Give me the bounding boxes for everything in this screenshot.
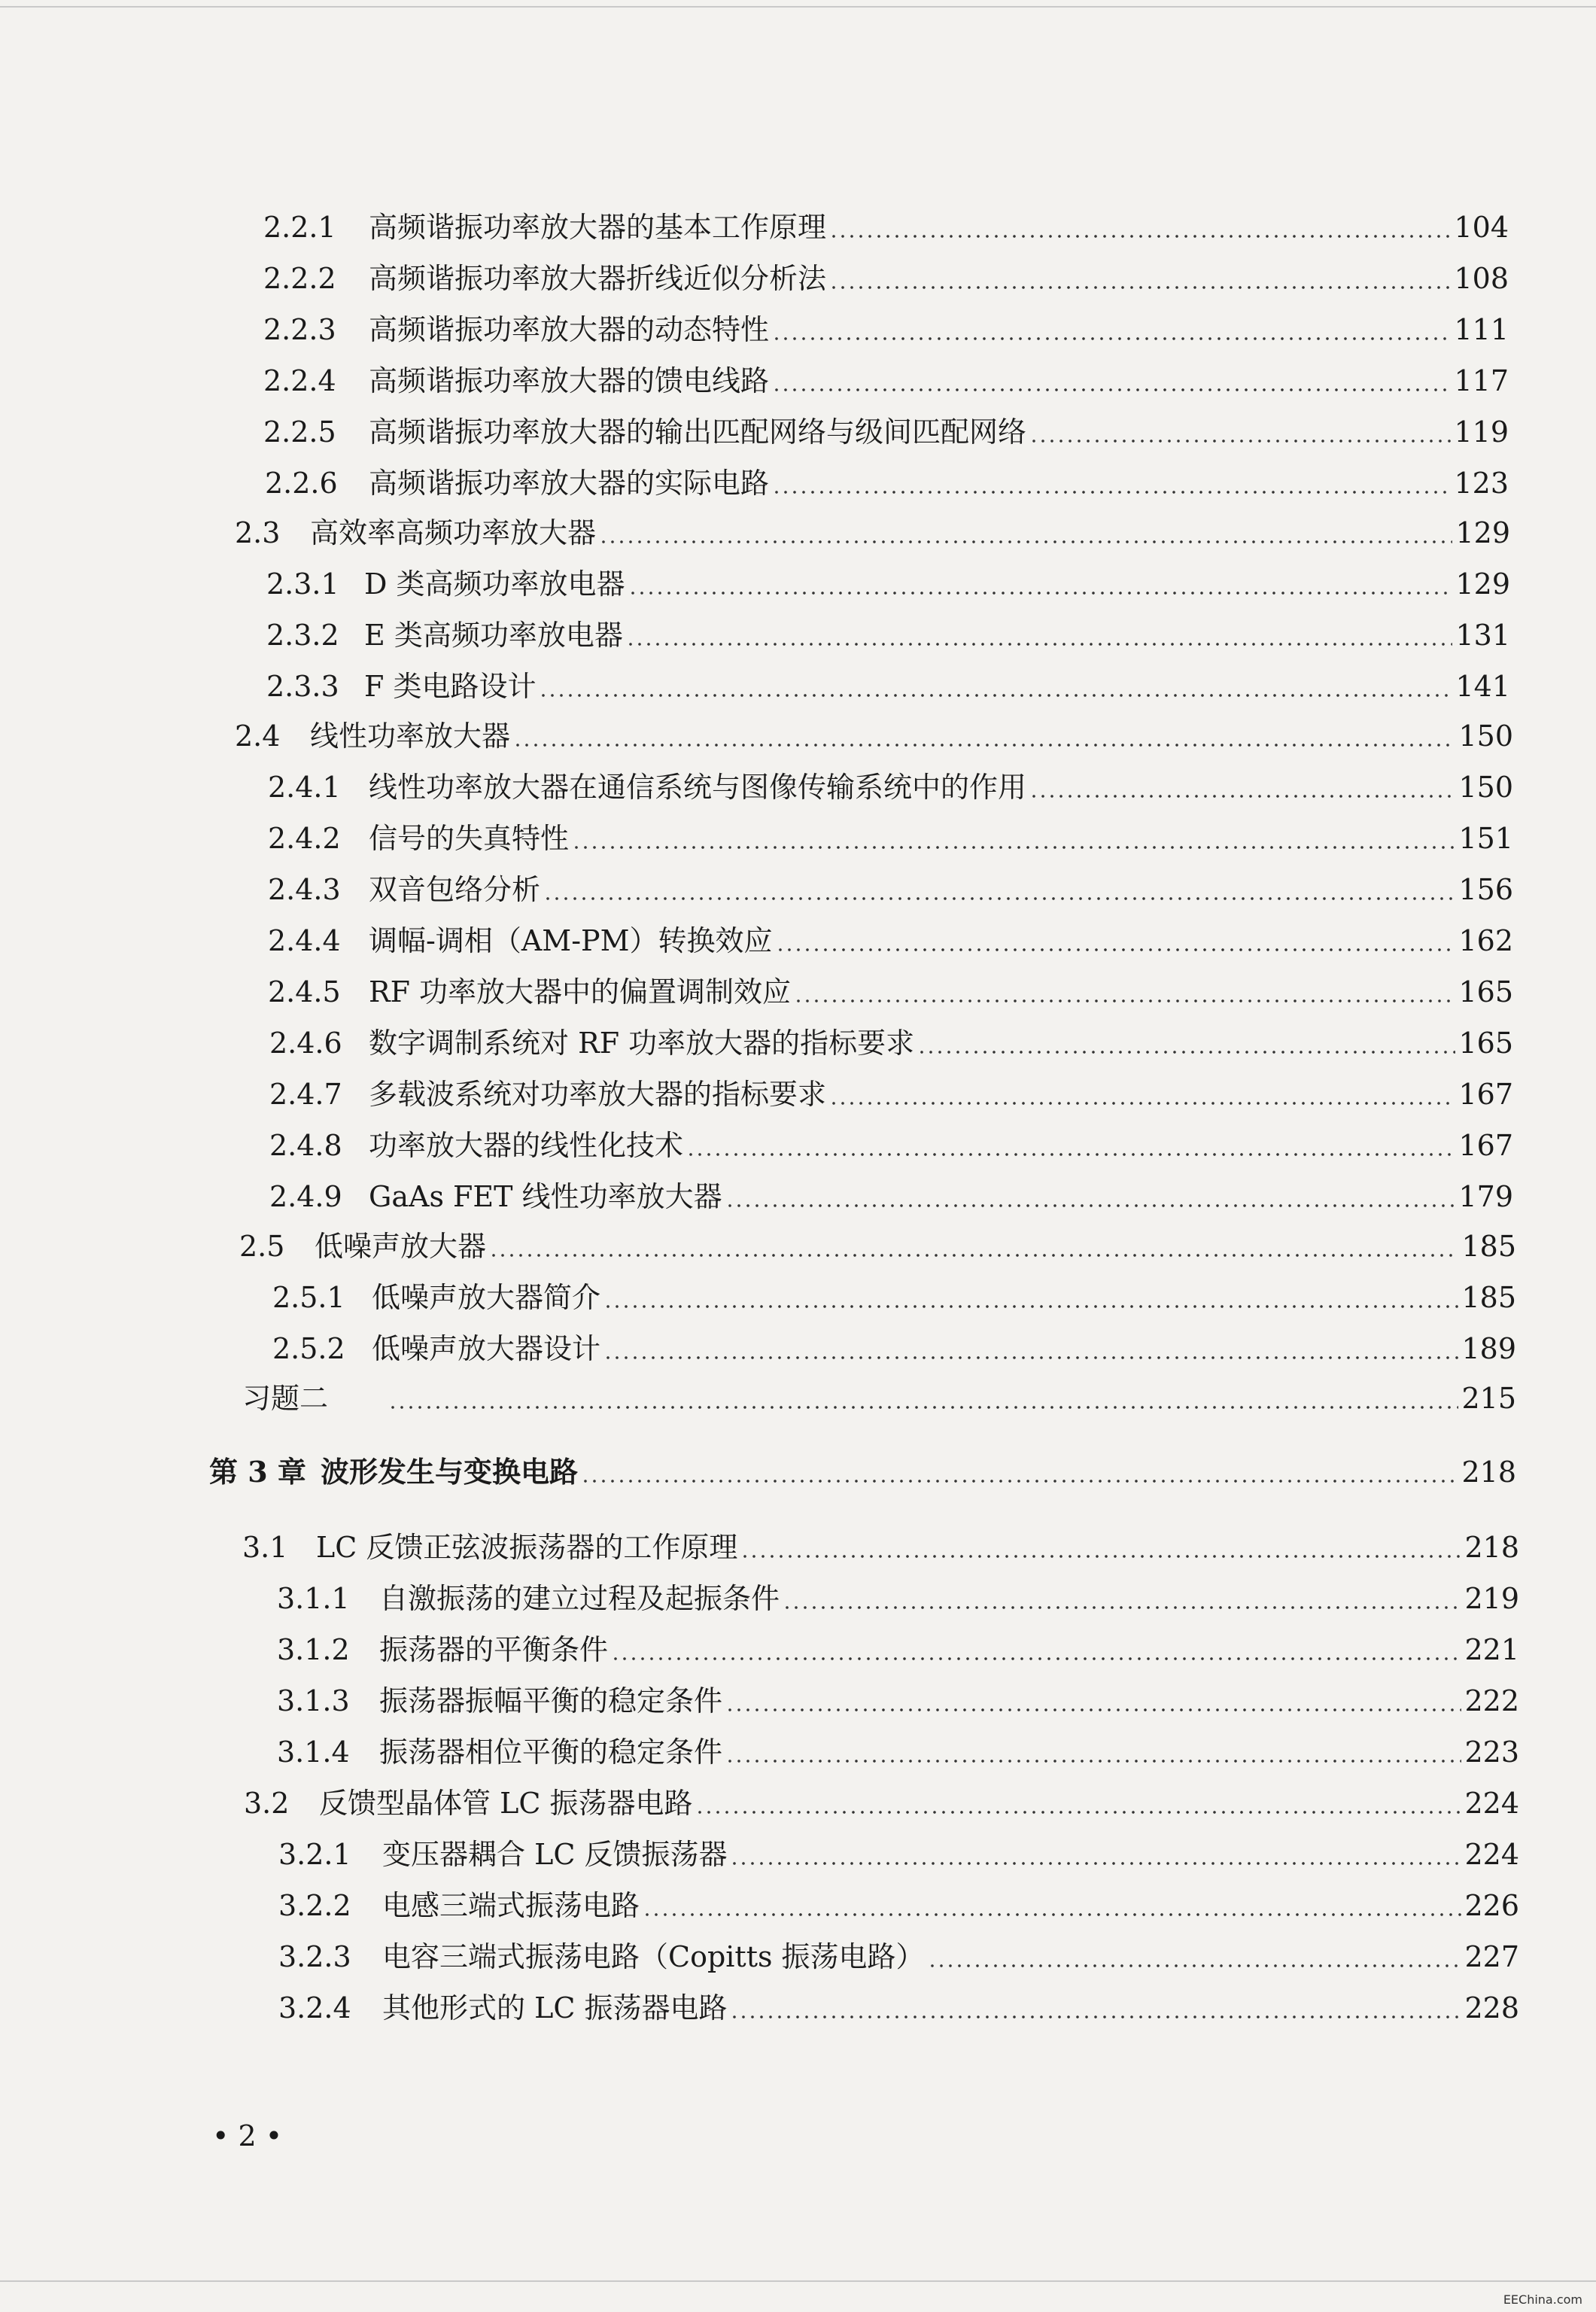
toc-entry-page: 218	[1461, 1456, 1516, 1489]
toc-entry-title: 反馈型晶体管 LC 振荡器电路	[319, 1787, 693, 1820]
toc-section[interactable]	[244, 1782, 1519, 1824]
toc-entry-title: 双音包络分析	[369, 873, 541, 906]
dot-leader	[772, 491, 1451, 494]
toc-entry-page: 215	[1461, 1382, 1516, 1415]
toc-section[interactable]	[235, 715, 1513, 757]
toc-entry-number: 3.2.2	[278, 1889, 351, 1922]
toc-entry-number: 2.5	[239, 1230, 285, 1263]
dot-leader	[829, 1102, 1455, 1105]
toc-entry[interactable]	[266, 563, 1510, 605]
toc-entry[interactable]	[278, 1833, 1519, 1875]
toc-entry-page: 119	[1454, 415, 1509, 449]
toc-entry-page: 223	[1464, 1736, 1519, 1769]
toc-entry-number: 3.1.2	[277, 1633, 350, 1666]
toc-entry[interactable]	[268, 920, 1513, 962]
toc-entry-page: 167	[1458, 1129, 1513, 1162]
toc-entry-title: 电容三端式振荡电路（Copitts 振荡电路）	[382, 1940, 925, 1973]
toc-entry-page: 224	[1464, 1787, 1519, 1820]
toc-entry-page: 156	[1458, 873, 1513, 906]
toc-entry-number: 3.1.4	[277, 1736, 350, 1769]
dot-leader	[581, 1480, 1458, 1483]
toc-entry[interactable]	[263, 411, 1509, 453]
toc-entry-page: 165	[1458, 1027, 1513, 1060]
toc-entry[interactable]	[278, 1987, 1519, 2029]
toc-entry-number: 2.4.2	[268, 822, 341, 855]
toc-entry-page: 227	[1464, 1940, 1519, 1973]
toc-entry-page: 117	[1454, 364, 1509, 397]
toc-entry-number: 2.3	[235, 516, 281, 549]
toc-entry-number: 2.3.3	[266, 670, 339, 703]
dot-leader	[603, 1356, 1458, 1359]
toc-entry-page: 104	[1454, 211, 1509, 244]
toc-entry-title: 低噪声放大器简介	[372, 1281, 601, 1314]
dot-leader	[730, 2015, 1461, 2018]
toc-entry-page: 151	[1458, 822, 1513, 855]
toc-entry-page: 185	[1461, 1230, 1516, 1263]
dot-leader	[572, 846, 1455, 849]
toc-entry-page: 165	[1458, 975, 1513, 1008]
toc-entry-page: 131	[1455, 619, 1510, 652]
dot-leader	[928, 1964, 1462, 1967]
toc-entry[interactable]	[269, 1176, 1513, 1218]
dot-leader	[783, 1606, 1461, 1609]
toc-entry[interactable]	[266, 665, 1510, 707]
toc-entry[interactable]	[277, 1680, 1519, 1722]
toc-entry-title: 振荡器振幅平衡的稳定条件	[379, 1684, 723, 1717]
toc-entry-page: 108	[1454, 262, 1509, 295]
toc-entry-title: 高频谐振功率放大器的输出匹配网络与级间匹配网络	[369, 415, 1027, 449]
toc-entry-title: D 类高频功率放电器	[364, 567, 625, 601]
toc-entry[interactable]	[277, 1731, 1519, 1773]
dot-leader	[1029, 440, 1451, 443]
toc-entry-number: 3.2.1	[278, 1838, 351, 1871]
toc-entry-number: 2.4.3	[268, 873, 341, 906]
toc-entry-title: 高频谐振功率放大器的馈电线路	[369, 364, 770, 397]
toc-entry-page: 221	[1464, 1633, 1519, 1666]
dot-leader	[740, 1555, 1461, 1558]
dot-leader	[776, 948, 1456, 951]
toc-entry[interactable]	[278, 1936, 1519, 1978]
toc-exercises[interactable]	[242, 1377, 1516, 1419]
dot-leader	[917, 1051, 1455, 1054]
toc-entry-title: 振荡器相位平衡的稳定条件	[379, 1736, 723, 1769]
toc-entry-page: 228	[1464, 1991, 1519, 2025]
dot-leader	[1029, 795, 1455, 798]
toc-entry-page: 123	[1454, 467, 1509, 500]
toc-entry-number: 2.4.6	[269, 1027, 342, 1060]
toc-entry-page: 218	[1464, 1531, 1519, 1564]
toc-entry[interactable]	[269, 1022, 1513, 1064]
dot-leader	[626, 643, 1453, 646]
toc-entry-page: 179	[1458, 1180, 1513, 1213]
toc-entry-number: 2.2.2	[263, 262, 336, 295]
toc-entry-page: 219	[1464, 1582, 1519, 1615]
toc-entry[interactable]	[268, 869, 1513, 911]
toc-entry-page: 150	[1458, 771, 1513, 804]
toc-entry-page: 141	[1455, 670, 1510, 703]
dot-leader	[725, 1760, 1461, 1763]
toc-entry[interactable]	[278, 1885, 1519, 1927]
toc-entry-title: 高效率高频功率放大器	[310, 516, 597, 549]
dot-leader	[772, 388, 1451, 391]
toc-entry[interactable]	[272, 1328, 1516, 1370]
dot-leader	[829, 286, 1451, 289]
dot-leader	[725, 1204, 1456, 1207]
toc-entry-number: 2.3.2	[266, 619, 339, 652]
toc-chapter-number: 第 3 章	[209, 1455, 306, 1489]
toc-entry-number: 2.2.1	[263, 211, 336, 244]
toc-entry[interactable]	[269, 1124, 1513, 1167]
toc-entry-number: 2.4	[235, 719, 281, 753]
toc-entry-title: 高频谐振功率放大器的实际电路	[369, 467, 770, 500]
dot-leader	[513, 744, 1455, 747]
dot-leader	[695, 1811, 1461, 1814]
dot-leader	[628, 592, 1453, 595]
toc-entry-title: LC 反馈正弦波振荡器的工作原理	[316, 1531, 738, 1564]
toc-entry[interactable]	[263, 206, 1509, 248]
dot-leader	[599, 540, 1452, 543]
toc-entry-title: 低噪声放大器设计	[372, 1332, 601, 1365]
dot-leader	[794, 999, 1455, 1002]
dot-leader	[539, 694, 1452, 697]
toc-entry-number: 2.4.1	[268, 771, 341, 804]
toc-entry[interactable]	[269, 1073, 1513, 1115]
toc-entry[interactable]	[265, 462, 1509, 504]
toc-entry-page: 189	[1461, 1332, 1516, 1365]
toc-entry[interactable]	[263, 309, 1509, 351]
toc-entry-number: 3.1	[242, 1531, 288, 1564]
toc-entry-title: 电感三端式振荡电路	[382, 1889, 640, 1922]
toc-entry-title: 多载波系统对功率放大器的指标要求	[369, 1078, 827, 1111]
toc-entry-number: 2.4.5	[268, 975, 341, 1008]
toc-entry[interactable]	[266, 614, 1510, 656]
toc-entry-page: 224	[1464, 1838, 1519, 1871]
dot-leader	[543, 897, 1455, 900]
toc-entry-number: 2.4.9	[269, 1180, 342, 1213]
dot-leader	[730, 1862, 1461, 1865]
toc-entry-number: 3.1.1	[277, 1582, 350, 1615]
dot-leader	[643, 1913, 1461, 1916]
toc-entry-title: 其他形式的 LC 振荡器电路	[382, 1991, 728, 2025]
scan-edge-top	[0, 6, 1596, 8]
toc-entry-title: 低噪声放大器	[315, 1230, 487, 1263]
toc-entry-title: 习题二	[242, 1382, 329, 1415]
dot-leader	[829, 235, 1451, 238]
toc-entry-title: GaAs FET 线性功率放大器	[369, 1180, 722, 1213]
toc-entry-number: 2.5.2	[272, 1332, 345, 1365]
toc-entry-page: 129	[1455, 516, 1510, 549]
toc-entry-title: 线性功率放大器在通信系统与图像传输系统中的作用	[369, 771, 1027, 804]
toc-entry[interactable]	[277, 1577, 1519, 1620]
toc-entry-number: 3.1.3	[277, 1684, 350, 1717]
toc-entry-page: 222	[1464, 1684, 1519, 1717]
toc-entry-number: 2.4.7	[269, 1078, 342, 1111]
toc-entry-page: 185	[1461, 1281, 1516, 1314]
toc-entry-page: 167	[1458, 1078, 1513, 1111]
toc-entry-number: 2.4.4	[268, 924, 341, 957]
page-number: • 2 •	[212, 2119, 283, 2152]
toc-entry-number: 3.2	[244, 1787, 290, 1820]
toc-entry[interactable]	[272, 1276, 1516, 1319]
toc-entry[interactable]	[277, 1629, 1519, 1671]
toc-chapter[interactable]	[209, 1451, 1516, 1493]
toc-entry-page: 129	[1455, 567, 1510, 601]
toc-entry[interactable]	[268, 817, 1513, 859]
dot-leader	[611, 1657, 1461, 1660]
toc-entry-title: 变压器耦合 LC 反馈振荡器	[382, 1838, 728, 1871]
dot-leader	[388, 1406, 1458, 1409]
toc-entry-title: 高频谐振功率放大器的基本工作原理	[369, 211, 827, 244]
dot-leader	[772, 337, 1451, 340]
toc-entry-number: 3.2.4	[278, 1991, 351, 2025]
dot-leader	[686, 1153, 1455, 1156]
toc-entry-title: 波形发生与变换电路	[321, 1455, 579, 1489]
toc-entry-number: 2.2.6	[265, 467, 338, 500]
dot-leader	[725, 1708, 1461, 1711]
toc-entry-title: 高频谐振功率放大器折线近似分析法	[369, 262, 827, 295]
toc-entry-title: 功率放大器的线性化技术	[369, 1129, 684, 1162]
toc-entry[interactable]	[263, 257, 1509, 300]
toc-entry[interactable]	[263, 360, 1509, 402]
toc-entry-title: 信号的失真特性	[369, 822, 570, 855]
toc-entry-page: 226	[1464, 1889, 1519, 1922]
toc-entry-title: E 类高频功率放电器	[364, 619, 623, 652]
toc-entry-number: 2.2.5	[263, 415, 336, 449]
toc-section[interactable]	[235, 512, 1510, 554]
toc-entry-title: 调幅-调相（AM-PM）转换效应	[369, 924, 773, 957]
scan-edge-bottom	[0, 2280, 1596, 2282]
toc-entry-number: 2.2.4	[263, 364, 336, 397]
toc-entry-title: 高频谐振功率放大器的动态特性	[369, 313, 770, 346]
toc-entry-number: 2.4.8	[269, 1129, 342, 1162]
toc-section[interactable]	[242, 1526, 1519, 1568]
site-watermark: EEChina.com	[1503, 2292, 1582, 2307]
dot-leader	[603, 1305, 1458, 1308]
toc-entry-page: 111	[1454, 313, 1509, 346]
toc-entry[interactable]	[268, 971, 1513, 1013]
toc-entry-number: 2.5.1	[272, 1281, 345, 1314]
toc-entry-title: 自激振荡的建立过程及起振条件	[379, 1582, 780, 1615]
toc-section[interactable]	[239, 1225, 1516, 1267]
toc-entry-title: 数字调制系统对 RF 功率放大器的指标要求	[369, 1027, 915, 1060]
toc-entry[interactable]	[268, 766, 1513, 808]
toc-entry-number: 2.2.3	[263, 313, 336, 346]
toc-entry-title: 振荡器的平衡条件	[379, 1633, 609, 1666]
toc-entry-number: 3.2.3	[278, 1940, 351, 1973]
toc-entry-page: 150	[1458, 719, 1513, 753]
toc-entry-page: 162	[1458, 924, 1513, 957]
toc-entry-title: RF 功率放大器中的偏置调制效应	[369, 975, 792, 1008]
toc-entry-title: 线性功率放大器	[310, 719, 511, 753]
toc-entry-title: F 类电路设计	[364, 670, 537, 703]
dot-leader	[489, 1254, 1458, 1257]
toc-entry-number: 2.3.1	[266, 567, 339, 601]
